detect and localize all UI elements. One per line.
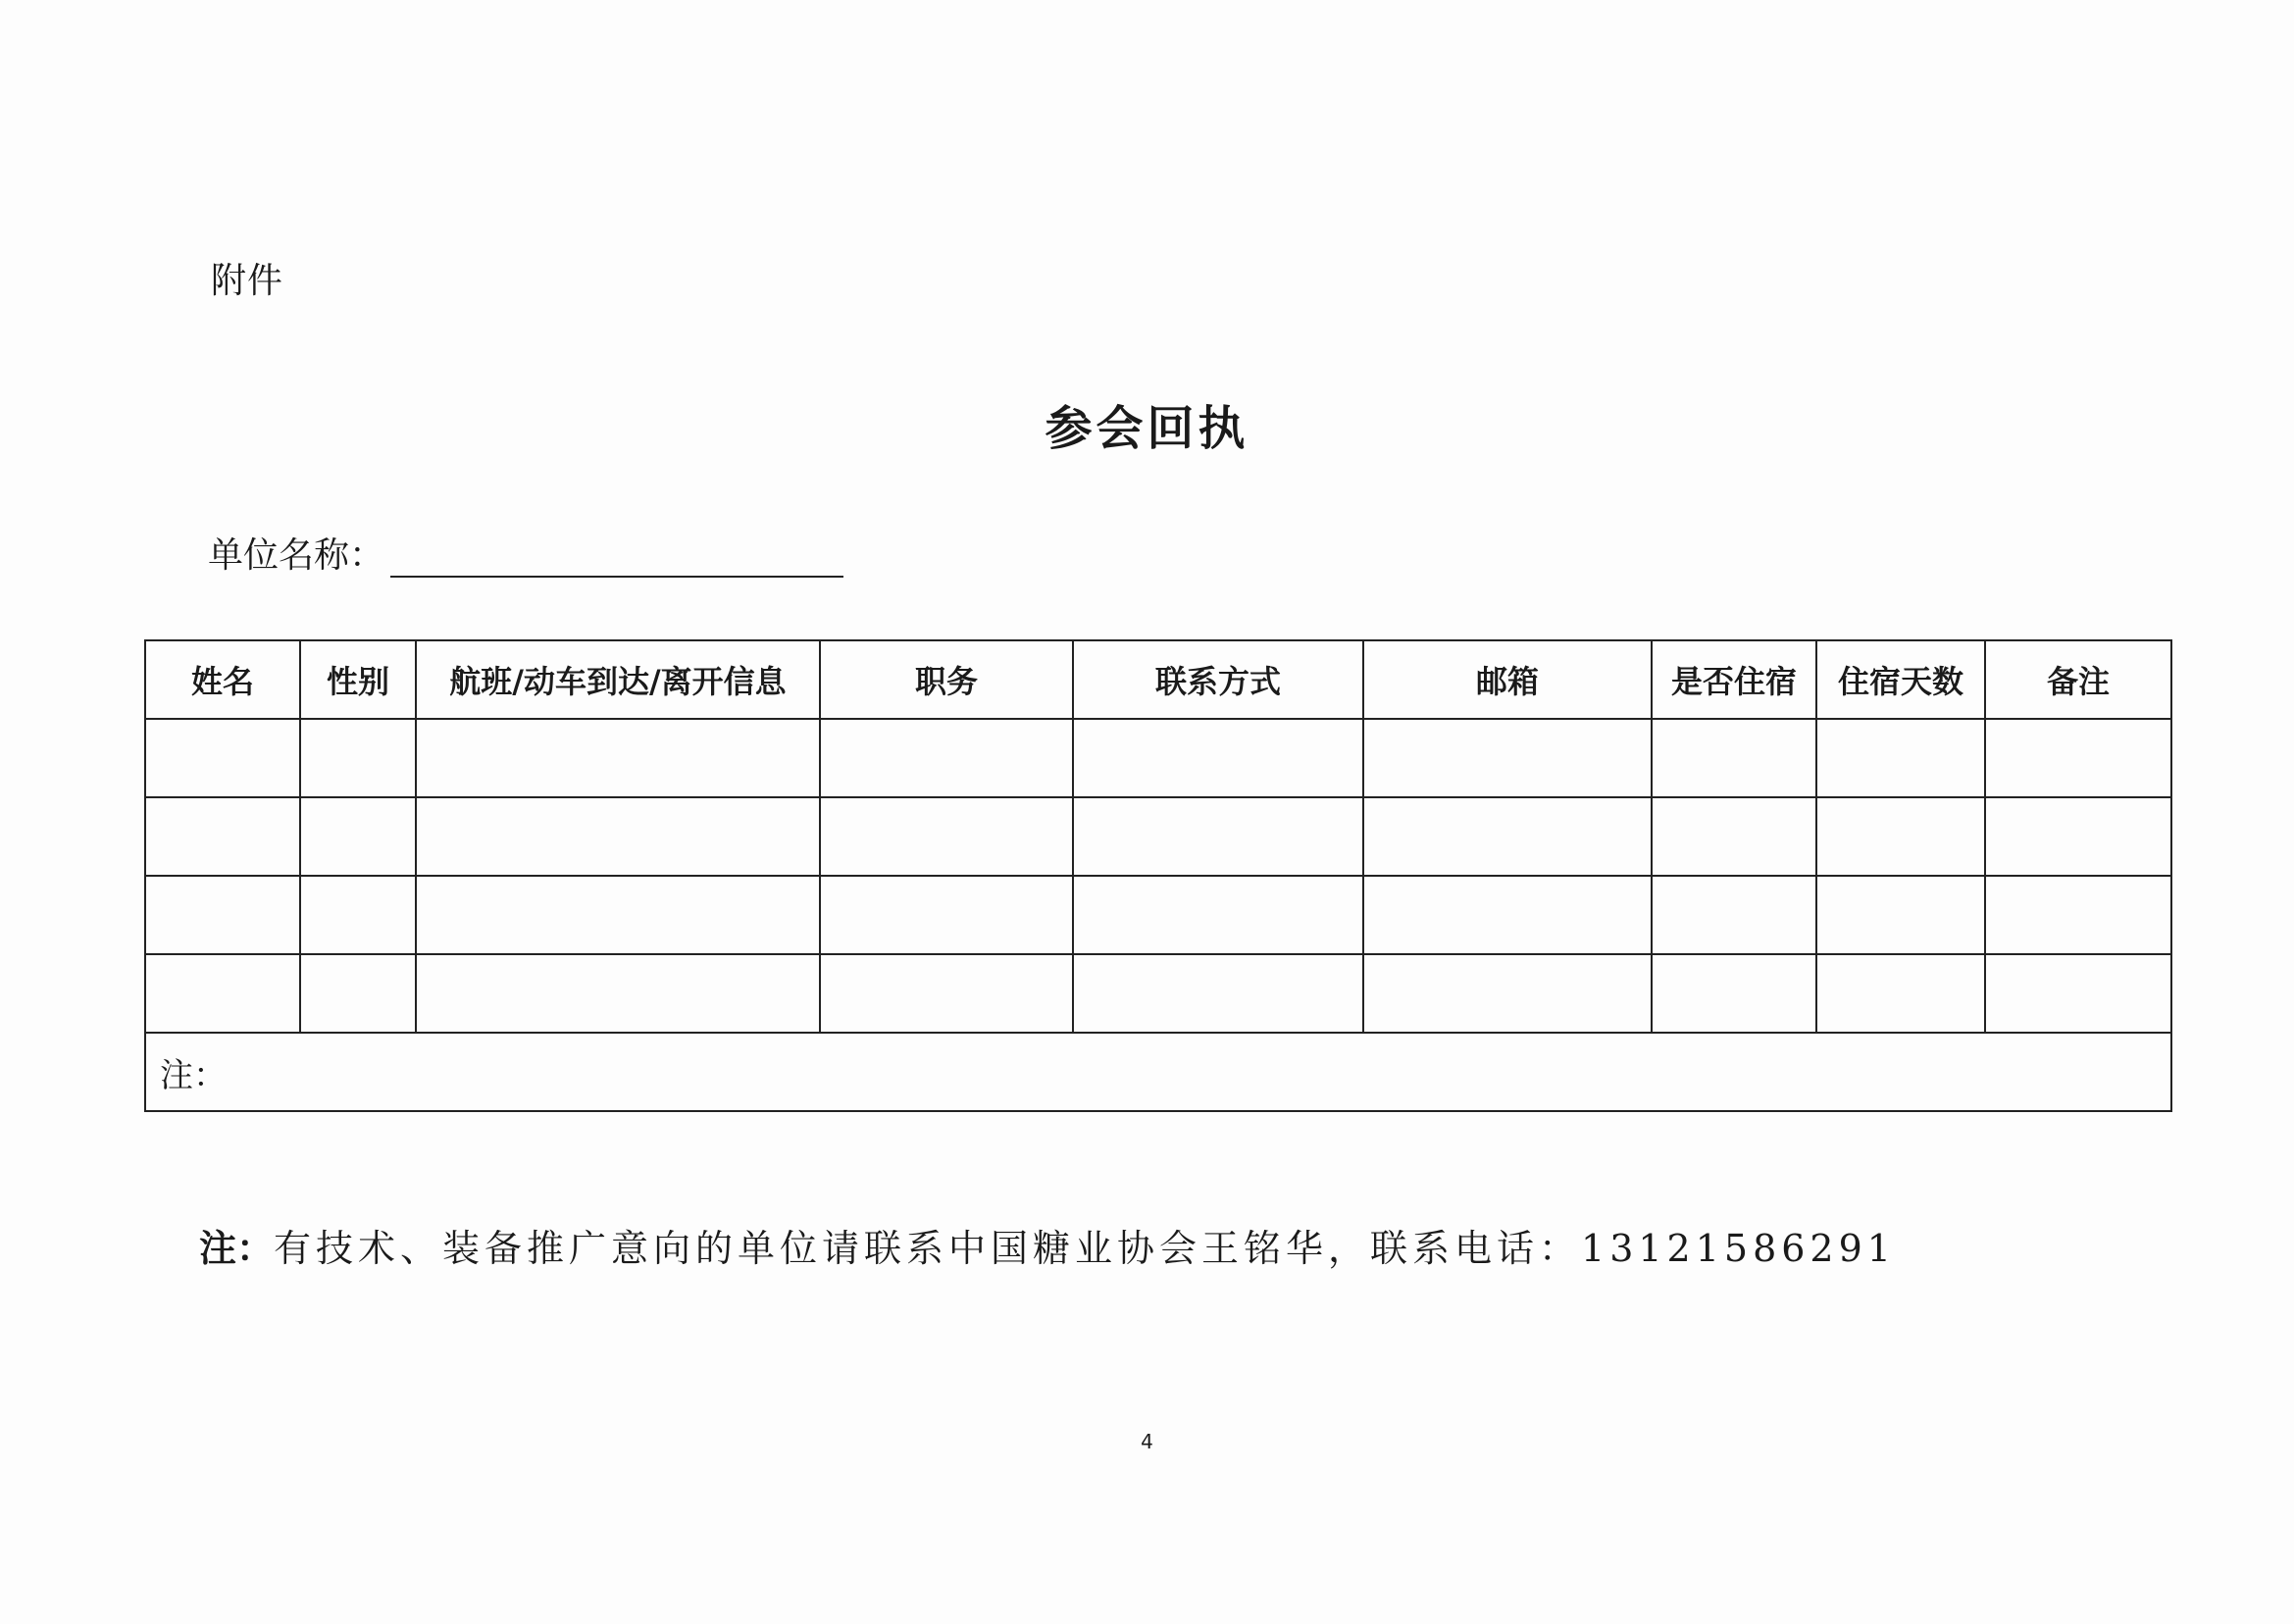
table-cell[interactable] <box>145 954 300 1033</box>
unit-name-row <box>208 528 843 578</box>
table-cell[interactable] <box>1363 797 1652 876</box>
table-cell[interactable] <box>1073 954 1363 1033</box>
table-cell[interactable] <box>300 797 416 876</box>
table-cell[interactable] <box>1073 797 1363 876</box>
table-cell[interactable] <box>300 876 416 954</box>
table-header-row <box>145 640 2171 719</box>
header-remarks: 备注 <box>1985 640 2171 719</box>
table-cell[interactable] <box>1985 797 2171 876</box>
table-cell[interactable] <box>820 954 1073 1033</box>
table-row <box>145 797 2171 876</box>
table-cell[interactable] <box>1816 797 1985 876</box>
table-cell[interactable] <box>1985 954 2171 1033</box>
table-cell[interactable] <box>145 719 300 797</box>
table-note-cell[interactable] <box>145 1033 2171 1111</box>
table-cell[interactable] <box>145 876 300 954</box>
table-cell[interactable] <box>1363 954 1652 1033</box>
unit-name-label: 单位名称： <box>208 535 385 576</box>
header-contact: 联系方式 <box>1073 640 1363 719</box>
table-cell[interactable] <box>145 797 300 876</box>
header-gender: 性别 <box>300 640 416 719</box>
table-cell[interactable] <box>416 719 820 797</box>
table-cell[interactable] <box>1073 719 1363 797</box>
table-cell[interactable] <box>1652 719 1816 797</box>
table-row <box>145 876 2171 954</box>
table-note-row <box>145 1033 2171 1111</box>
table-cell[interactable] <box>1652 876 1816 954</box>
header-email: 邮箱 <box>1363 640 1652 719</box>
table-cell[interactable] <box>1652 954 1816 1033</box>
table-cell[interactable] <box>1652 797 1816 876</box>
unit-name-field[interactable] <box>390 534 843 578</box>
page-number: 4 <box>1141 1430 1153 1453</box>
table-cell[interactable] <box>1985 876 2171 954</box>
table-cell[interactable] <box>1363 876 1652 954</box>
table-cell[interactable] <box>1816 876 1985 954</box>
footer-note-prefix: 注： <box>199 1227 275 1270</box>
table-cell[interactable] <box>1073 876 1363 954</box>
header-position: 职务 <box>820 640 1073 719</box>
table-cell[interactable] <box>416 876 820 954</box>
table-cell[interactable] <box>300 954 416 1033</box>
table-cell[interactable] <box>1363 719 1652 797</box>
header-name: 姓名 <box>145 640 300 719</box>
footer-note <box>199 1218 1896 1272</box>
attachment-label: 附件 <box>211 261 284 301</box>
header-travel-info: 航班/动车到达/离开信息 <box>416 640 820 719</box>
table-cell[interactable] <box>416 797 820 876</box>
table-row <box>145 954 2171 1033</box>
table-cell[interactable] <box>1816 719 1985 797</box>
header-accommodation: 是否住宿 <box>1652 640 1816 719</box>
header-stay-days: 住宿天数 <box>1816 640 1985 719</box>
table-cell[interactable] <box>820 876 1073 954</box>
table-cell[interactable] <box>300 719 416 797</box>
table-cell[interactable] <box>820 797 1073 876</box>
footer-note-text: 有技术、装备推广意向的单位请联系中国糖业协会王铭华，联系电话：13121586291 <box>274 1227 1896 1270</box>
registration-table <box>144 639 2172 1112</box>
table-cell[interactable] <box>1985 719 2171 797</box>
table-cell[interactable] <box>1816 954 1985 1033</box>
document-title: 参会回执 <box>1045 401 1249 456</box>
table-cell[interactable] <box>820 719 1073 797</box>
table-note-label: 注： <box>160 1055 227 1095</box>
table-row <box>145 719 2171 797</box>
table-cell[interactable] <box>416 954 820 1033</box>
